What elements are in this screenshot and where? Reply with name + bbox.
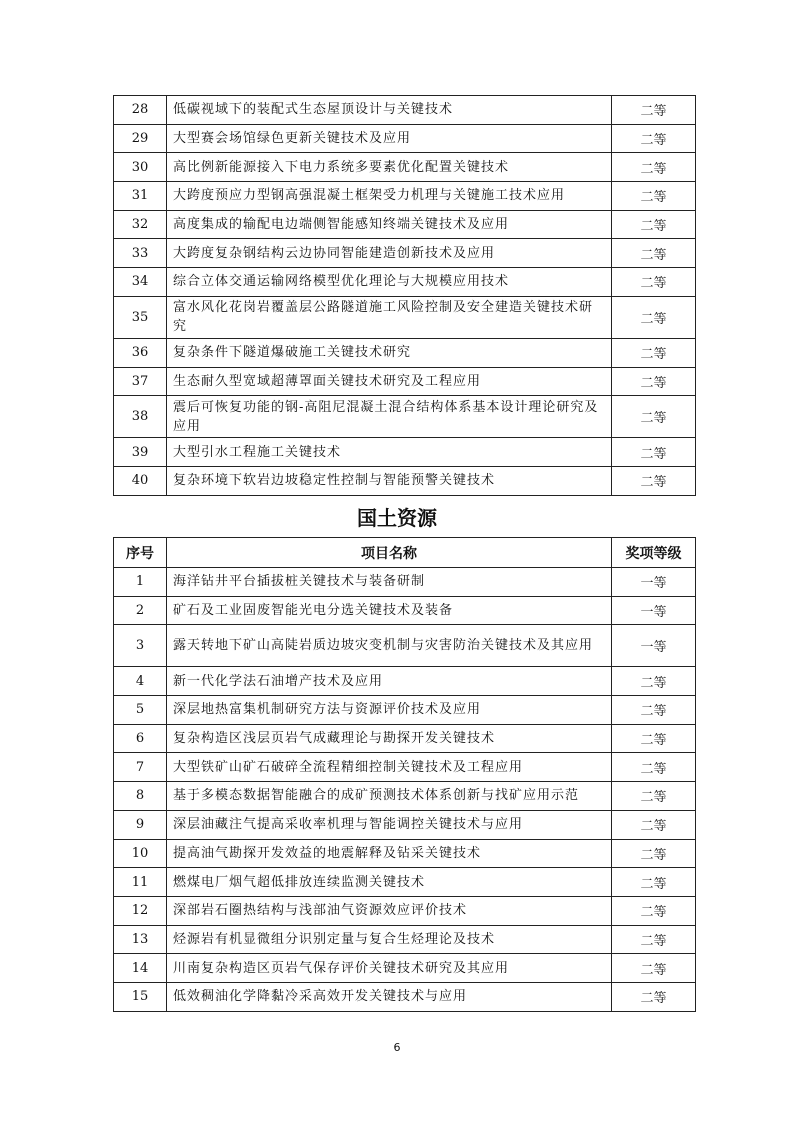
award-grade: 二等 xyxy=(612,296,696,338)
row-number: 34 xyxy=(114,268,167,297)
row-number: 37 xyxy=(114,367,167,396)
project-name: 矿石及工业固废智能光电分选关键技术及装备 xyxy=(167,596,612,625)
row-number: 29 xyxy=(114,124,167,153)
row-number: 6 xyxy=(114,724,167,753)
award-grade: 二等 xyxy=(612,466,696,495)
project-name: 复杂条件下隧道爆破施工关键技术研究 xyxy=(167,338,612,367)
row-number: 8 xyxy=(114,782,167,811)
project-name: 综合立体交通运输网络模型优化理论与大规模应用技术 xyxy=(167,268,612,297)
table-row xyxy=(114,438,696,467)
page-number: 6 xyxy=(393,1041,401,1054)
row-number: 14 xyxy=(114,954,167,983)
table-row xyxy=(114,896,696,925)
table-row xyxy=(114,596,696,625)
table-row xyxy=(114,696,696,725)
project-name: 大型赛会场馆绿色更新关键技术及应用 xyxy=(167,124,612,153)
awards-table-continued xyxy=(113,95,696,496)
table-row xyxy=(114,724,696,753)
project-name: 高度集成的输配电边端侧智能感知终端关键技术及应用 xyxy=(167,210,612,239)
table-row xyxy=(114,667,696,696)
row-number: 10 xyxy=(114,839,167,868)
award-grade: 二等 xyxy=(612,896,696,925)
award-grade: 二等 xyxy=(612,153,696,182)
award-grade: 二等 xyxy=(612,438,696,467)
award-grade: 二等 xyxy=(612,338,696,367)
project-name: 低效稠油化学降黏冷采高效开发关键技术与应用 xyxy=(167,982,612,1011)
table-row xyxy=(114,810,696,839)
award-grade: 二等 xyxy=(612,367,696,396)
row-number: 12 xyxy=(114,896,167,925)
table-row xyxy=(114,466,696,495)
award-grade: 二等 xyxy=(612,982,696,1011)
table-row xyxy=(114,925,696,954)
project-name: 富水风化花岗岩覆盖层公路隧道施工风险控制及安全建造关键技术研究 xyxy=(167,296,612,338)
project-name: 低碳视域下的装配式生态屋顶设计与关键技术 xyxy=(167,96,612,125)
table-row xyxy=(114,182,696,211)
header-num: 序号 xyxy=(114,538,167,568)
row-number: 9 xyxy=(114,810,167,839)
table-row xyxy=(114,625,696,667)
award-grade: 二等 xyxy=(612,182,696,211)
row-number: 36 xyxy=(114,338,167,367)
row-number: 11 xyxy=(114,868,167,897)
row-number: 40 xyxy=(114,466,167,495)
row-number: 30 xyxy=(114,153,167,182)
table-row xyxy=(114,982,696,1011)
table-row xyxy=(114,568,696,597)
project-name: 露天转地下矿山高陡岩质边坡灾变机制与灾害防治关键技术及其应用 xyxy=(167,625,612,667)
row-number: 28 xyxy=(114,96,167,125)
award-grade: 二等 xyxy=(612,810,696,839)
table-row xyxy=(114,268,696,297)
table-row xyxy=(114,782,696,811)
project-name: 复杂环境下软岩边坡稳定性控制与智能预警关键技术 xyxy=(167,466,612,495)
award-grade: 二等 xyxy=(612,782,696,811)
award-grade: 二等 xyxy=(612,696,696,725)
table-header-row xyxy=(114,538,696,568)
row-number: 4 xyxy=(114,667,167,696)
project-name: 新一代化学法石油增产技术及应用 xyxy=(167,667,612,696)
project-name: 海洋钻井平台插拔桩关键技术与装备研制 xyxy=(167,568,612,597)
row-number: 35 xyxy=(114,296,167,338)
row-number: 13 xyxy=(114,925,167,954)
table-row xyxy=(114,338,696,367)
table-row xyxy=(114,839,696,868)
project-name: 大型引水工程施工关键技术 xyxy=(167,438,612,467)
table-row xyxy=(114,868,696,897)
award-grade: 二等 xyxy=(612,868,696,897)
project-name: 震后可恢复功能的钢-高阻尼混凝土混合结构体系基本设计理论研究及应用 xyxy=(167,396,612,438)
land-resources-awards-table xyxy=(113,537,696,1012)
award-grade: 二等 xyxy=(612,124,696,153)
table-row xyxy=(114,153,696,182)
project-name: 燃煤电厂烟气超低排放连续监测关键技术 xyxy=(167,868,612,897)
table-row xyxy=(114,124,696,153)
table-row xyxy=(114,210,696,239)
project-name: 深层地热富集机制研究方法与资源评价技术及应用 xyxy=(167,696,612,725)
table-row xyxy=(114,396,696,438)
row-number: 3 xyxy=(114,625,167,667)
project-name: 复杂构造区浅层页岩气成藏理论与勘探开发关键技术 xyxy=(167,724,612,753)
project-name: 深部岩石圈热结构与浅部油气资源效应评价技术 xyxy=(167,896,612,925)
award-grade: 二等 xyxy=(612,396,696,438)
project-name: 深层油藏注气提高采收率机理与智能调控关键技术与应用 xyxy=(167,810,612,839)
row-number: 38 xyxy=(114,396,167,438)
table-row xyxy=(114,296,696,338)
section-title: 国土资源 xyxy=(357,506,437,530)
project-name: 基于多模态数据智能融合的成矿预测技术体系创新与找矿应用示范 xyxy=(167,782,612,811)
award-grade: 二等 xyxy=(612,753,696,782)
award-grade: 一等 xyxy=(612,596,696,625)
row-number: 2 xyxy=(114,596,167,625)
row-number: 7 xyxy=(114,753,167,782)
award-grade: 一等 xyxy=(612,568,696,597)
row-number: 15 xyxy=(114,982,167,1011)
project-name: 高比例新能源接入下电力系统多要素优化配置关键技术 xyxy=(167,153,612,182)
row-number: 39 xyxy=(114,438,167,467)
header-grade: 奖项等级 xyxy=(612,538,696,568)
row-number: 33 xyxy=(114,239,167,268)
table-row xyxy=(114,96,696,125)
table-row xyxy=(114,239,696,268)
project-name: 大跨度预应力型钢高强混凝土框架受力机理与关键施工技术应用 xyxy=(167,182,612,211)
award-grade: 二等 xyxy=(612,667,696,696)
award-grade: 二等 xyxy=(612,210,696,239)
award-grade: 二等 xyxy=(612,925,696,954)
project-name: 生态耐久型宽域超薄罩面关键技术研究及工程应用 xyxy=(167,367,612,396)
header-name: 项目名称 xyxy=(167,538,612,568)
row-number: 32 xyxy=(114,210,167,239)
award-grade: 二等 xyxy=(612,268,696,297)
award-grade: 二等 xyxy=(612,96,696,125)
project-name: 川南复杂构造区页岩气保存评价关键技术研究及其应用 xyxy=(167,954,612,983)
project-name: 烃源岩有机显微组分识别定量与复合生烃理论及技术 xyxy=(167,925,612,954)
award-grade: 二等 xyxy=(612,724,696,753)
project-name: 大跨度复杂钢结构云边协同智能建造创新技术及应用 xyxy=(167,239,612,268)
project-name: 提高油气勘探开发效益的地震解释及钻采关键技术 xyxy=(167,839,612,868)
award-grade: 二等 xyxy=(612,954,696,983)
row-number: 31 xyxy=(114,182,167,211)
award-grade: 一等 xyxy=(612,625,696,667)
table-row xyxy=(114,954,696,983)
project-name: 大型铁矿山矿石破碎全流程精细控制关键技术及工程应用 xyxy=(167,753,612,782)
table-row xyxy=(114,367,696,396)
award-grade: 二等 xyxy=(612,839,696,868)
row-number: 1 xyxy=(114,568,167,597)
row-number: 5 xyxy=(114,696,167,725)
table-row xyxy=(114,753,696,782)
award-grade: 二等 xyxy=(612,239,696,268)
